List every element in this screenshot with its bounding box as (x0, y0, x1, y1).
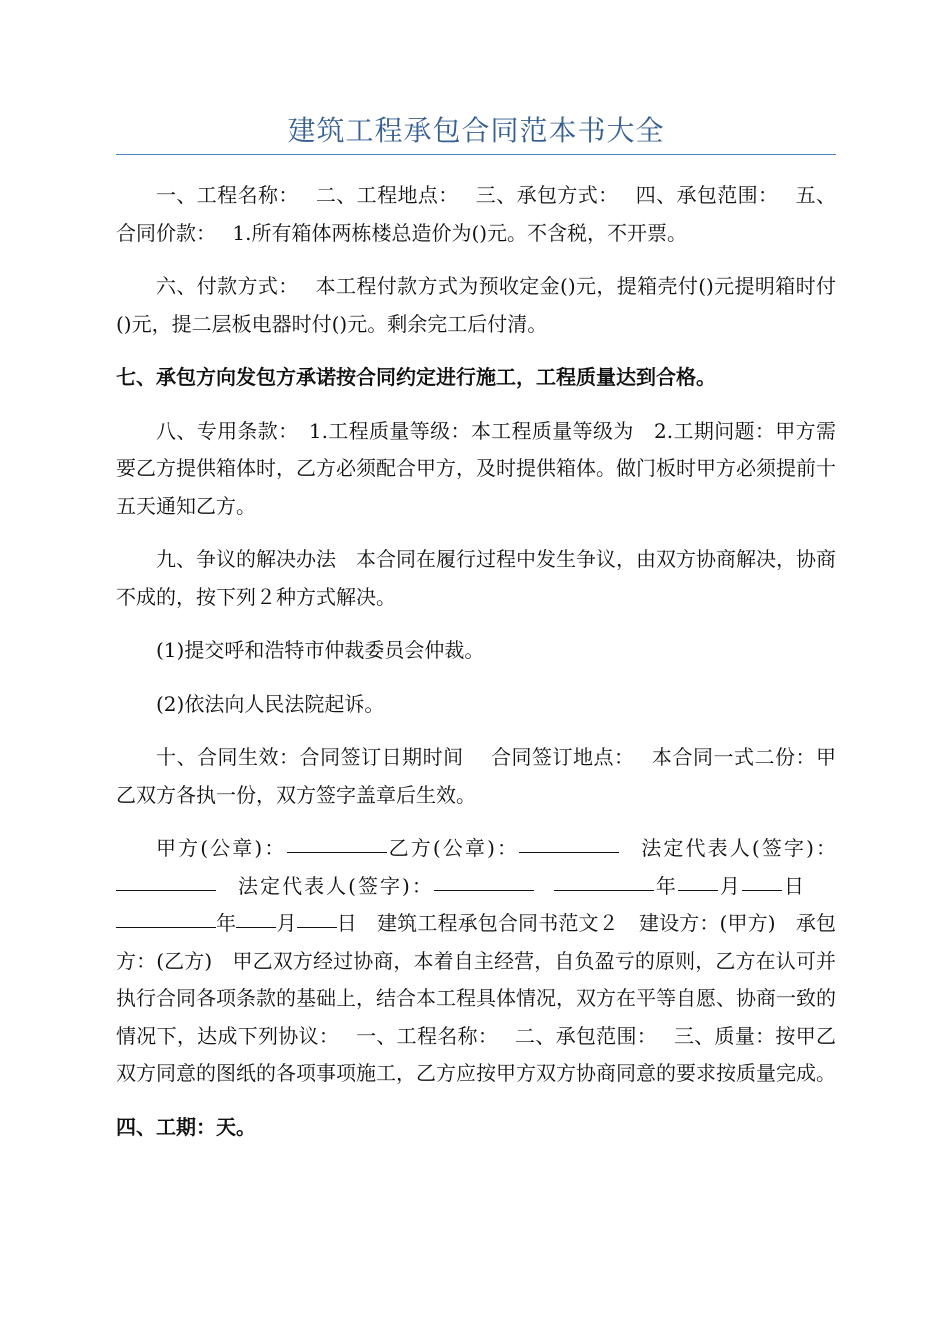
title-underline (116, 154, 836, 155)
paragraph-basic-terms: 一、工程名称： 二、工程地点： 三、承包方式： 四、承包范围： 五、合同价款： 1.所有箱体两栋楼总造价为()元。不含税，不开票。 (116, 183, 836, 245)
month-a-label: 月 (717, 873, 742, 898)
paragraph-signatures (116, 830, 836, 1093)
party-a-seal-blank (287, 832, 387, 853)
month-a-blank (678, 870, 718, 891)
month-b-label: 月 (276, 911, 297, 935)
year-b-label: 年 (216, 911, 237, 935)
paragraph-special-terms: 八、专用条款： 1.工程质量等级：本工程质量等级为 2.工期问题：甲方需要乙方提供箱体时，乙方必须配合甲方，及时提供箱体。做门板时甲方必须提前十五天通知乙方。 (116, 418, 836, 518)
day-a-blank (742, 870, 782, 891)
year-b-blank (116, 907, 216, 928)
paragraph-litigation: (2)依法向人民法院起诉。 (156, 691, 385, 716)
rep-a-blank (116, 870, 216, 891)
day-b-blank (297, 907, 337, 928)
document-title: 建筑工程承包合同范本书大全 (287, 114, 665, 147)
party-b-seal-label: 乙方(公章)： (386, 836, 520, 860)
year-a-label: 年 (653, 873, 678, 898)
year-a-blank (554, 870, 654, 891)
party-b-seal-blank (519, 832, 619, 853)
day-b-label: 日 (336, 911, 357, 935)
second-contract-text: 建筑工程承包合同书范文２ 建设方：(甲方) 承包方：(乙方) 甲乙双方经过协商，本着自主经营，自负盈亏的原则，乙方在认可并执行合同各项条款的基础上，结合本工程具体情况，双方在平等自愿、协商一致的情况下，达成下列协议： 一、工程名称： 二、承包范围： 三、质量：按甲乙双方同意的图纸的各项事项施工，乙方应按甲方双方协商同意的要求按质量完成。 (116, 911, 837, 1085)
rep-a-label: 法定代表人(签字)： (639, 836, 836, 860)
paragraph-dispute: 九、争议的解决办法 本合同在履行过程中发生争议，由双方协商解决，协商不成的，按下列２种方式解决。 (116, 547, 836, 609)
paragraph-payment: 六、付款方式： 本工程付款方式为预收定金()元，提箱壳付()元提明箱时付()元，提二层板电器时付()元。剩余完工后付清。 (116, 274, 836, 336)
party-a-seal-label: 甲方(公章)： (156, 836, 287, 860)
month-b-blank (236, 907, 276, 928)
paragraph-commitment: 七、承包方向发包方承诺按合同约定进行施工，工程质量达到合格。 (116, 365, 716, 389)
paragraph-arbitration: (1)提交呼和浩特市仲裁委员会仲裁。 (156, 638, 485, 662)
paragraph-effectiveness: 十、合同生效：合同签订日期时间 合同签订地点： 本合同一式二份：甲乙双方各执一份，双方签字盖章后生效。 (116, 745, 836, 807)
paragraph-duration: 四、工期：天。 (116, 1114, 256, 1139)
document-page (116, 108, 836, 1146)
rep-b-label: 法定代表人(签字)： (236, 873, 434, 898)
rep-b-blank (434, 870, 534, 891)
day-a-label: 日 (781, 873, 806, 898)
